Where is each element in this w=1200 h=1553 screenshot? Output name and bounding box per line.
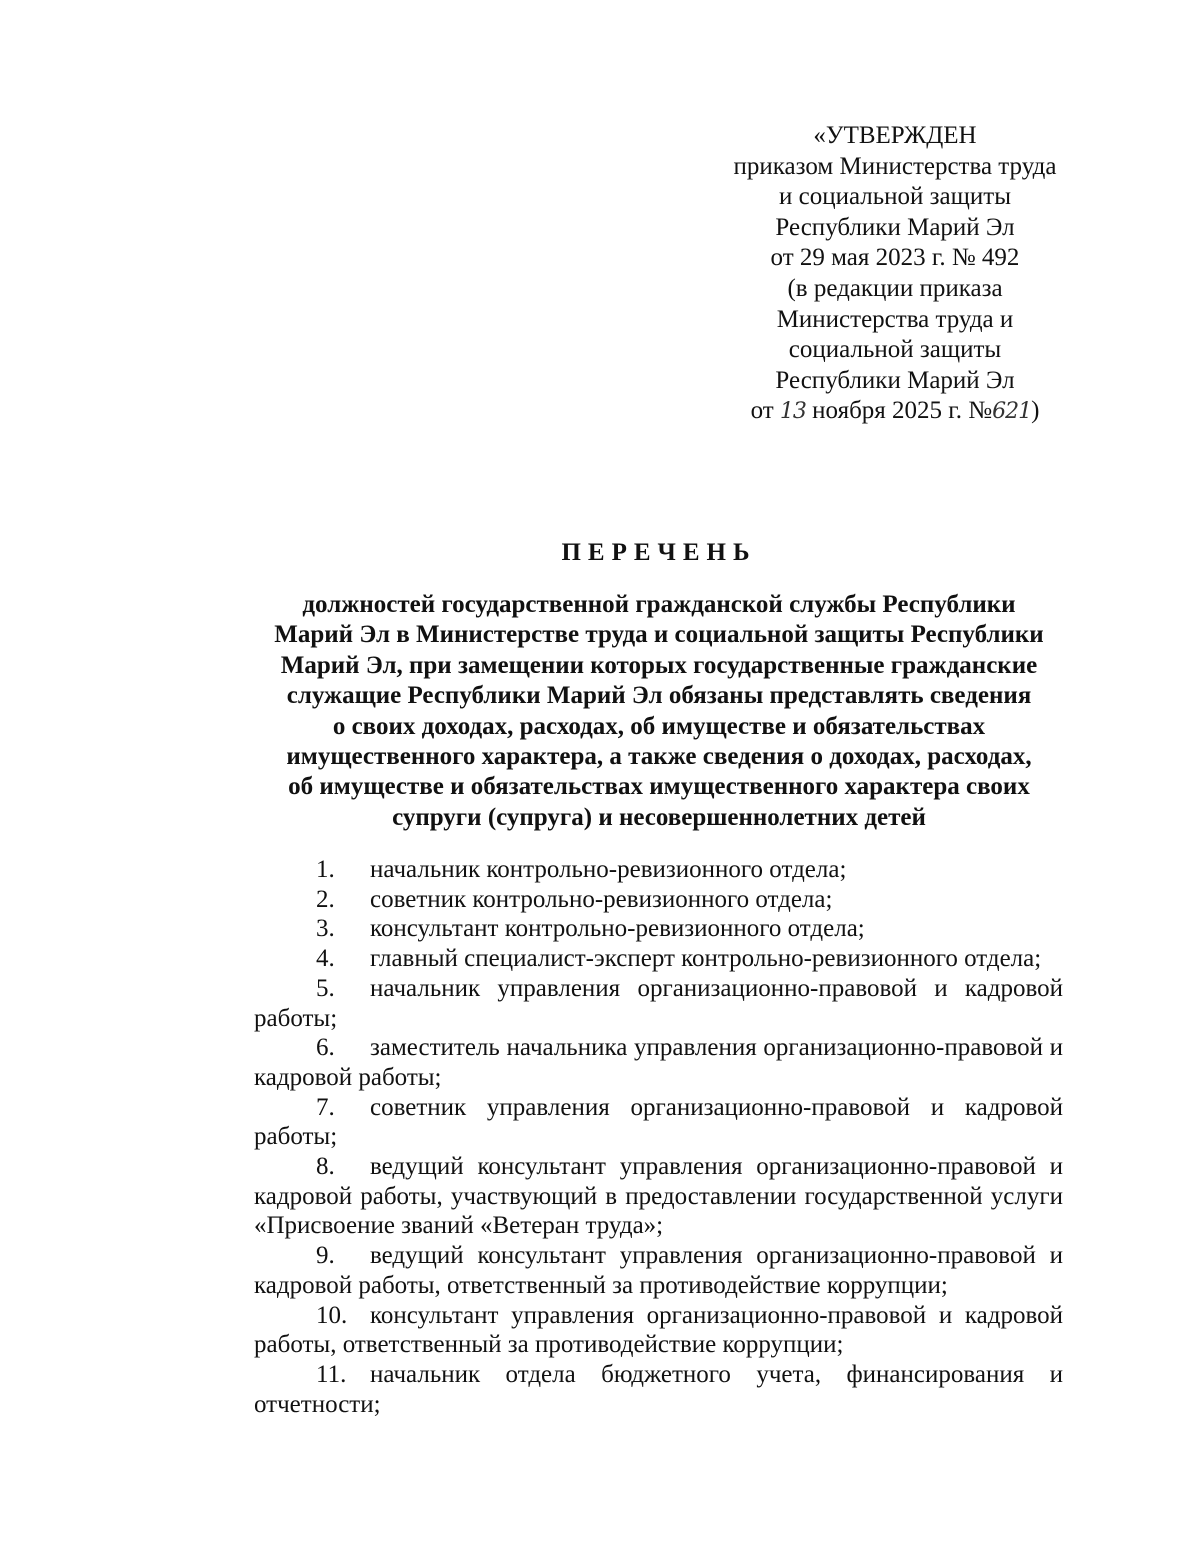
list-item-number: 2. [316,885,335,913]
list-item-number: 6. [316,1034,335,1062]
list-item-text: советник управления организационно-правовой и кадровой работы; [254,1093,1063,1151]
list-item-text: ведущий консультант управления организационно-правовой и кадровой работы, участвующий в предоставлении государственной услуги «Присвоение званий «Ветеран труда»; [254,1153,1063,1240]
approval-line: от 29 мая 2023 г. № 492 [770,244,1020,272]
list-item-number: 4. [316,945,335,973]
approval-date-line [700,396,1090,428]
list-item [254,914,1063,944]
subtitle-line: служащие Республики Марий Эл обязаны представлять сведения [286,682,1032,710]
subtitle-line: об имуществе и обязательствах имущественного характера своих [288,773,1030,801]
list-item [254,885,1063,915]
approval-line: Республики Марий Эл [775,213,1015,241]
document-title: ПЕРЕЧЕНЬ [561,539,757,566]
subtitle-line: должностей государственной гражданской службы Республики [302,591,1016,618]
list-item-text: заместитель начальника управления организационно-правовой и кадровой работы; [254,1034,1063,1091]
list-item-number: 5. [316,974,335,1002]
subtitle-line: имущественного характера, а также сведения о доходах, расходах, [286,743,1032,771]
list-item-number: 1. [316,856,335,883]
list-item [254,974,1063,1033]
approval-line: Министерства труда и [776,305,1014,333]
subtitle-line: о своих доходах, расходах, об имуществе и обязательствах [332,712,986,740]
list-item-text: начальник управления организационно-правовой и кадровой работы; [254,974,1063,1032]
list-item-number: 10. [316,1301,348,1329]
approval-stamp [700,121,1090,428]
list-item-text: начальник отдела бюджетного учета, финансирования и отчетности; [254,1360,1063,1418]
list-item-number: 7. [316,1093,335,1121]
subtitle-line: Марий Эл в Министерстве труда и социальной защиты Республики [274,621,1044,649]
list-item-number: 8. [316,1153,335,1181]
list-item-number: 9. [316,1242,335,1270]
list-item-number: 11. [316,1360,347,1388]
subtitle-line: Марий Эл, при замещении которых государственные гражданские [280,651,1038,679]
list-item-number: 3. [316,915,335,943]
list-item [254,1241,1063,1300]
list-item-text: главный специалист-эксперт контрольно-ревизионного отдела; [370,945,1042,973]
list-item [254,1360,1063,1419]
subtitle-line: супруги (супруга) и несовершеннолетних детей [392,803,926,831]
list-item-text: консультант управления организационно-правовой и кадровой работы, ответственный за противодействие коррупции; [254,1301,1063,1359]
list-item-text: начальник контрольно-ревизионного отдела; [370,856,847,883]
approval-line: приказом Министерства труда [733,152,1057,180]
list-item [254,1093,1063,1152]
approval-line: социальной защиты [788,336,1002,364]
list-item-text: консультант контрольно-ревизионного отдела; [370,915,865,943]
document-subtitle [250,590,1068,833]
handwritten-number: 621 [992,399,1032,425]
approval-date-prefix: от [750,397,780,425]
list-item [254,944,1063,974]
list-item [254,1033,1063,1092]
positions-list [254,855,1063,1419]
handwritten-day: 13 [779,399,806,425]
approval-date-middle: ноября 2025 г. № [805,397,993,425]
list-item [254,1152,1063,1241]
approval-line: Республики Марий Эл [775,366,1015,394]
approval-line: «УТВЕРЖДЕН [813,122,977,149]
approval-date-suffix: ) [1031,397,1040,425]
approval-line: и социальной защиты [778,183,1011,211]
list-item-text: ведущий консультант управления организационно-правовой и кадровой работы, ответственный за противодействие коррупции; [254,1242,1063,1299]
approval-line: (в редакции приказа [787,274,1003,302]
list-item-text: советник контрольно-ревизионного отдела; [370,885,833,913]
list-item [254,855,1063,885]
list-item [254,1301,1063,1360]
